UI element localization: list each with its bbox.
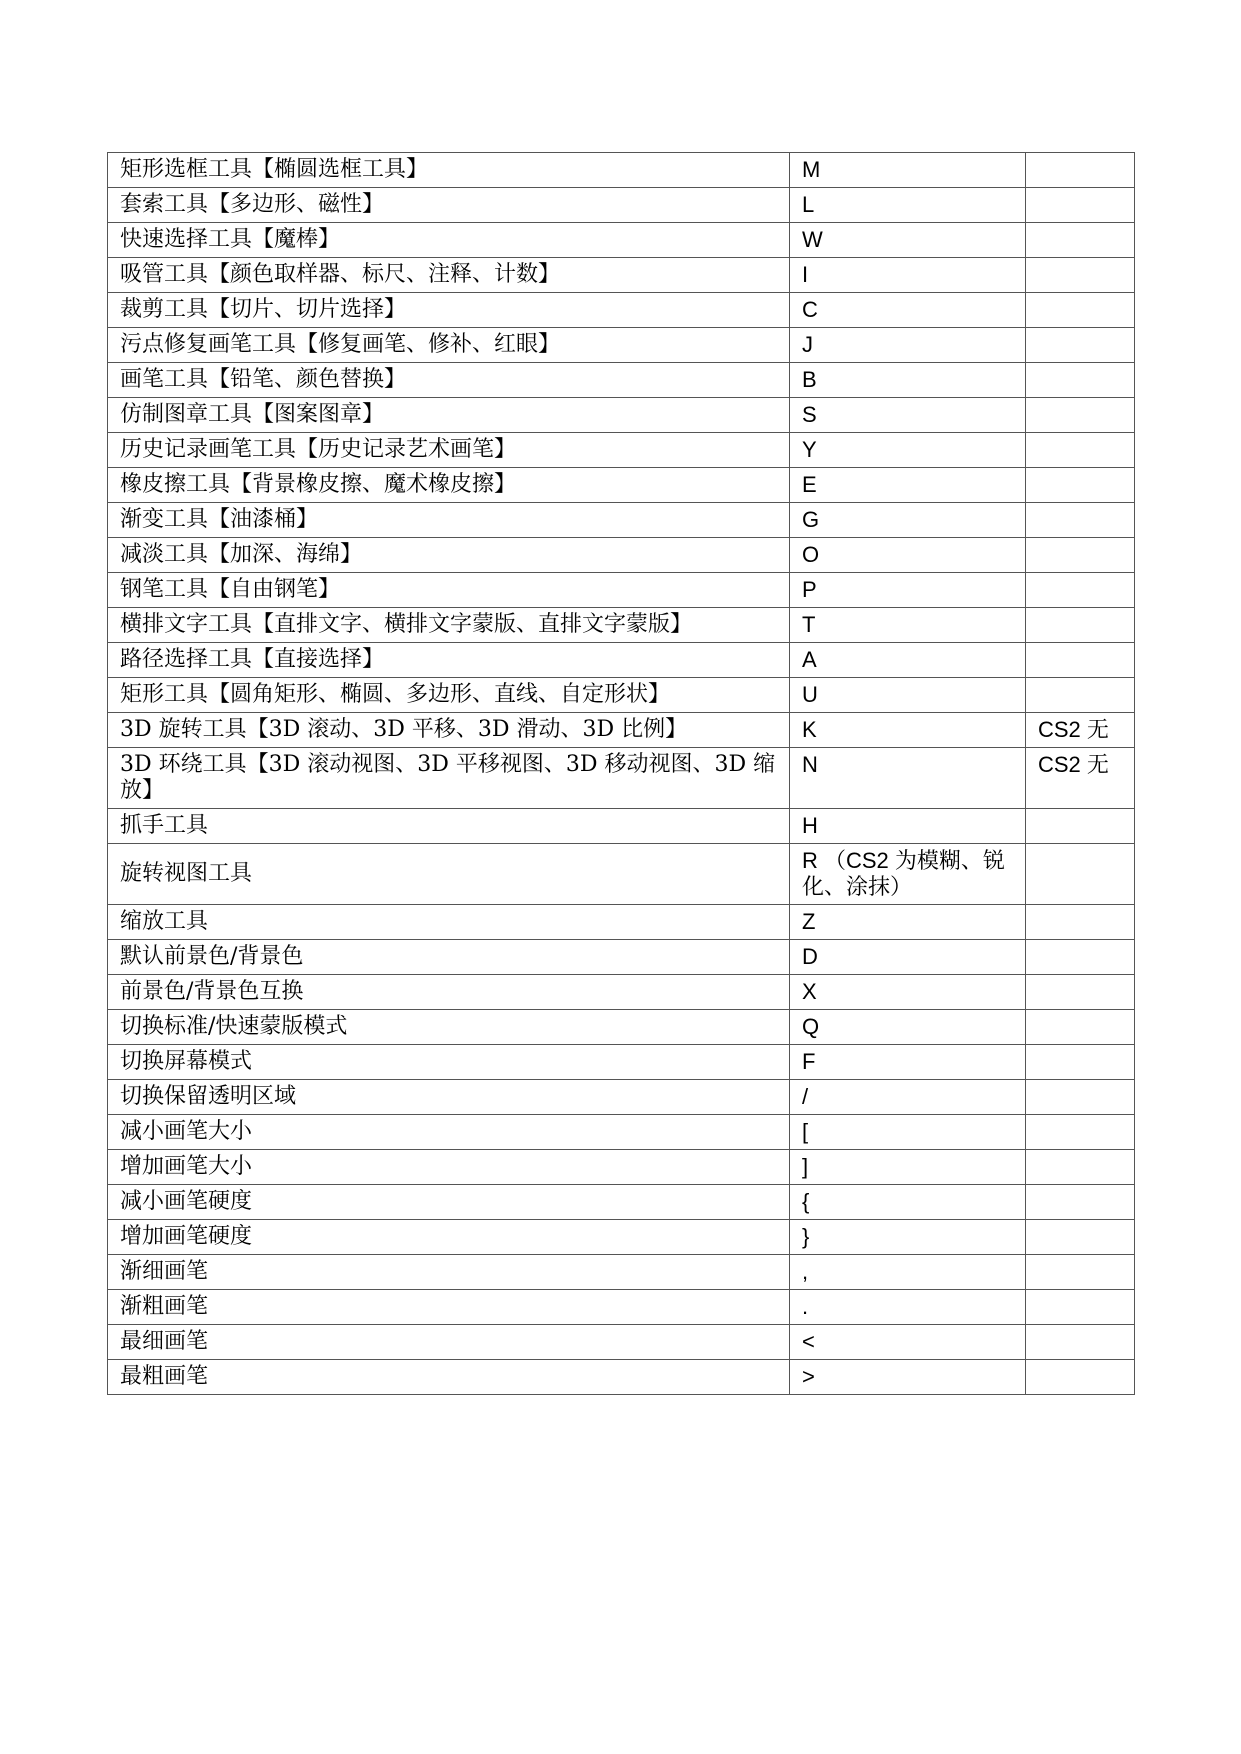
note-cell	[1026, 1010, 1135, 1045]
note-cell	[1026, 1220, 1135, 1255]
shortcut-key-cell: N	[790, 748, 1026, 809]
note-cell	[1026, 433, 1135, 468]
table-row	[108, 258, 1135, 293]
tool-name-cell: 减小画笔硬度	[108, 1185, 790, 1220]
shortcut-key-cell: H	[790, 809, 1026, 844]
table-row	[108, 1115, 1135, 1150]
tool-name-cell: 吸管工具【颜色取样器、标尺、注释、计数】	[108, 258, 790, 293]
shortcut-key-cell: G	[790, 503, 1026, 538]
tool-name-cell: 默认前景色/背景色	[108, 940, 790, 975]
tool-name-cell: 3D 旋转工具【3D 滚动、3D 平移、3D 滑动、3D 比例】	[108, 713, 790, 748]
shortcut-key-cell: K	[790, 713, 1026, 748]
tool-name-cell: 渐粗画笔	[108, 1290, 790, 1325]
table-row	[108, 1080, 1135, 1115]
note-cell	[1026, 258, 1135, 293]
table-row	[108, 573, 1135, 608]
note-cell	[1026, 573, 1135, 608]
note-cell	[1026, 328, 1135, 363]
note-cell	[1026, 608, 1135, 643]
shortcut-key-cell: C	[790, 293, 1026, 328]
tool-name-cell: 增加画笔大小	[108, 1150, 790, 1185]
shortcut-key-cell: A	[790, 643, 1026, 678]
shortcut-key-cell: /	[790, 1080, 1026, 1115]
tool-name-cell: 钢笔工具【自由钢笔】	[108, 573, 790, 608]
note-cell	[1026, 1360, 1135, 1395]
shortcut-key-cell: }	[790, 1220, 1026, 1255]
table-row	[108, 1220, 1135, 1255]
note-cell	[1026, 1255, 1135, 1290]
table-row	[108, 328, 1135, 363]
tool-name-cell: 矩形工具【圆角矩形、椭圆、多边形、直线、自定形状】	[108, 678, 790, 713]
shortcut-key-cell: Q	[790, 1010, 1026, 1045]
tool-name-cell: 路径选择工具【直接选择】	[108, 643, 790, 678]
shortcut-key-cell: I	[790, 258, 1026, 293]
note-cell	[1026, 940, 1135, 975]
note-cell	[1026, 809, 1135, 844]
note-cell	[1026, 1290, 1135, 1325]
tool-name-cell: 画笔工具【铅笔、颜色替换】	[108, 363, 790, 398]
table-row	[108, 398, 1135, 433]
tool-name-cell: 切换标准/快速蒙版模式	[108, 1010, 790, 1045]
note-cell	[1026, 363, 1135, 398]
tool-name-cell: 最粗画笔	[108, 1360, 790, 1395]
tool-name-cell: 渐细画笔	[108, 1255, 790, 1290]
table-row	[108, 188, 1135, 223]
table-row	[108, 468, 1135, 503]
tool-name-cell: 减淡工具【加深、海绵】	[108, 538, 790, 573]
shortcut-key-cell: L	[790, 188, 1026, 223]
table-row	[108, 713, 1135, 748]
tool-name-cell: 裁剪工具【切片、切片选择】	[108, 293, 790, 328]
shortcut-key-cell: .	[790, 1290, 1026, 1325]
shortcut-key-cell: M	[790, 153, 1026, 188]
tool-name-cell: 抓手工具	[108, 809, 790, 844]
note-cell	[1026, 398, 1135, 433]
shortcut-key-cell: <	[790, 1325, 1026, 1360]
table-row	[108, 153, 1135, 188]
table-row	[108, 905, 1135, 940]
tool-name-cell: 切换屏幕模式	[108, 1045, 790, 1080]
table-row	[108, 293, 1135, 328]
shortcut-key-cell: O	[790, 538, 1026, 573]
table-row	[108, 363, 1135, 398]
shortcut-key-cell: X	[790, 975, 1026, 1010]
shortcut-table	[107, 152, 1135, 1395]
shortcut-key-cell: {	[790, 1185, 1026, 1220]
tool-name-cell: 切换保留透明区域	[108, 1080, 790, 1115]
shortcut-key-cell: ,	[790, 1255, 1026, 1290]
tool-name-cell: 快速选择工具【魔棒】	[108, 223, 790, 258]
tool-name-cell: 仿制图章工具【图案图章】	[108, 398, 790, 433]
note-cell	[1026, 153, 1135, 188]
table-row	[108, 809, 1135, 844]
table-row	[108, 748, 1135, 809]
tool-name-cell: 减小画笔大小	[108, 1115, 790, 1150]
tool-name-cell: 3D 环绕工具【3D 滚动视图、3D 平移视图、3D 移动视图、3D 缩放】	[108, 748, 790, 809]
table-row	[108, 1150, 1135, 1185]
table-row	[108, 678, 1135, 713]
table-row	[108, 643, 1135, 678]
table-row	[108, 1185, 1135, 1220]
shortcut-key-cell: S	[790, 398, 1026, 433]
table-row	[108, 1290, 1135, 1325]
note-cell: CS2 无	[1026, 713, 1135, 748]
tool-name-cell: 增加画笔硬度	[108, 1220, 790, 1255]
tool-name-cell: 横排文字工具【直排文字、横排文字蒙版、直排文字蒙版】	[108, 608, 790, 643]
shortcut-key-cell: >	[790, 1360, 1026, 1395]
table-row	[108, 1325, 1135, 1360]
table-row	[108, 844, 1135, 905]
shortcut-key-cell: U	[790, 678, 1026, 713]
tool-name-cell: 污点修复画笔工具【修复画笔、修补、红眼】	[108, 328, 790, 363]
note-cell	[1026, 1185, 1135, 1220]
shortcut-key-cell: Y	[790, 433, 1026, 468]
table-row	[108, 538, 1135, 573]
tool-name-cell: 缩放工具	[108, 905, 790, 940]
shortcut-key-cell: B	[790, 363, 1026, 398]
note-cell	[1026, 678, 1135, 713]
shortcut-key-cell: R （CS2 为模糊、锐化、涂抹）	[790, 844, 1026, 905]
tool-name-cell: 前景色/背景色互换	[108, 975, 790, 1010]
table-row	[108, 940, 1135, 975]
table-row	[108, 503, 1135, 538]
shortcut-key-cell: E	[790, 468, 1026, 503]
note-cell	[1026, 975, 1135, 1010]
note-cell	[1026, 188, 1135, 223]
note-cell	[1026, 1115, 1135, 1150]
table-row	[108, 433, 1135, 468]
table-row	[108, 975, 1135, 1010]
table-row	[108, 1255, 1135, 1290]
tool-name-cell: 历史记录画笔工具【历史记录艺术画笔】	[108, 433, 790, 468]
note-cell: CS2 无	[1026, 748, 1135, 809]
note-cell	[1026, 503, 1135, 538]
note-cell	[1026, 1325, 1135, 1360]
shortcut-key-cell: T	[790, 608, 1026, 643]
note-cell	[1026, 905, 1135, 940]
note-cell	[1026, 538, 1135, 573]
note-cell	[1026, 844, 1135, 905]
table-row	[108, 1360, 1135, 1395]
shortcut-key-cell: F	[790, 1045, 1026, 1080]
table-row	[108, 1045, 1135, 1080]
table-row	[108, 1010, 1135, 1045]
shortcut-key-cell: [	[790, 1115, 1026, 1150]
note-cell	[1026, 468, 1135, 503]
shortcut-key-cell: Z	[790, 905, 1026, 940]
shortcut-key-cell: P	[790, 573, 1026, 608]
tool-name-cell: 旋转视图工具	[108, 844, 790, 905]
shortcut-key-cell: W	[790, 223, 1026, 258]
shortcut-key-cell: D	[790, 940, 1026, 975]
table-row	[108, 608, 1135, 643]
tool-name-cell: 套索工具【多边形、磁性】	[108, 188, 790, 223]
note-cell	[1026, 223, 1135, 258]
note-cell	[1026, 643, 1135, 678]
tool-name-cell: 渐变工具【油漆桶】	[108, 503, 790, 538]
shortcut-key-cell: J	[790, 328, 1026, 363]
note-cell	[1026, 1080, 1135, 1115]
tool-name-cell: 矩形选框工具【椭圆选框工具】	[108, 153, 790, 188]
note-cell	[1026, 1045, 1135, 1080]
tool-name-cell: 橡皮擦工具【背景橡皮擦、魔术橡皮擦】	[108, 468, 790, 503]
shortcut-table-body	[108, 153, 1135, 1395]
table-row	[108, 223, 1135, 258]
shortcut-key-cell: ]	[790, 1150, 1026, 1185]
tool-name-cell: 最细画笔	[108, 1325, 790, 1360]
note-cell	[1026, 1150, 1135, 1185]
note-cell	[1026, 293, 1135, 328]
